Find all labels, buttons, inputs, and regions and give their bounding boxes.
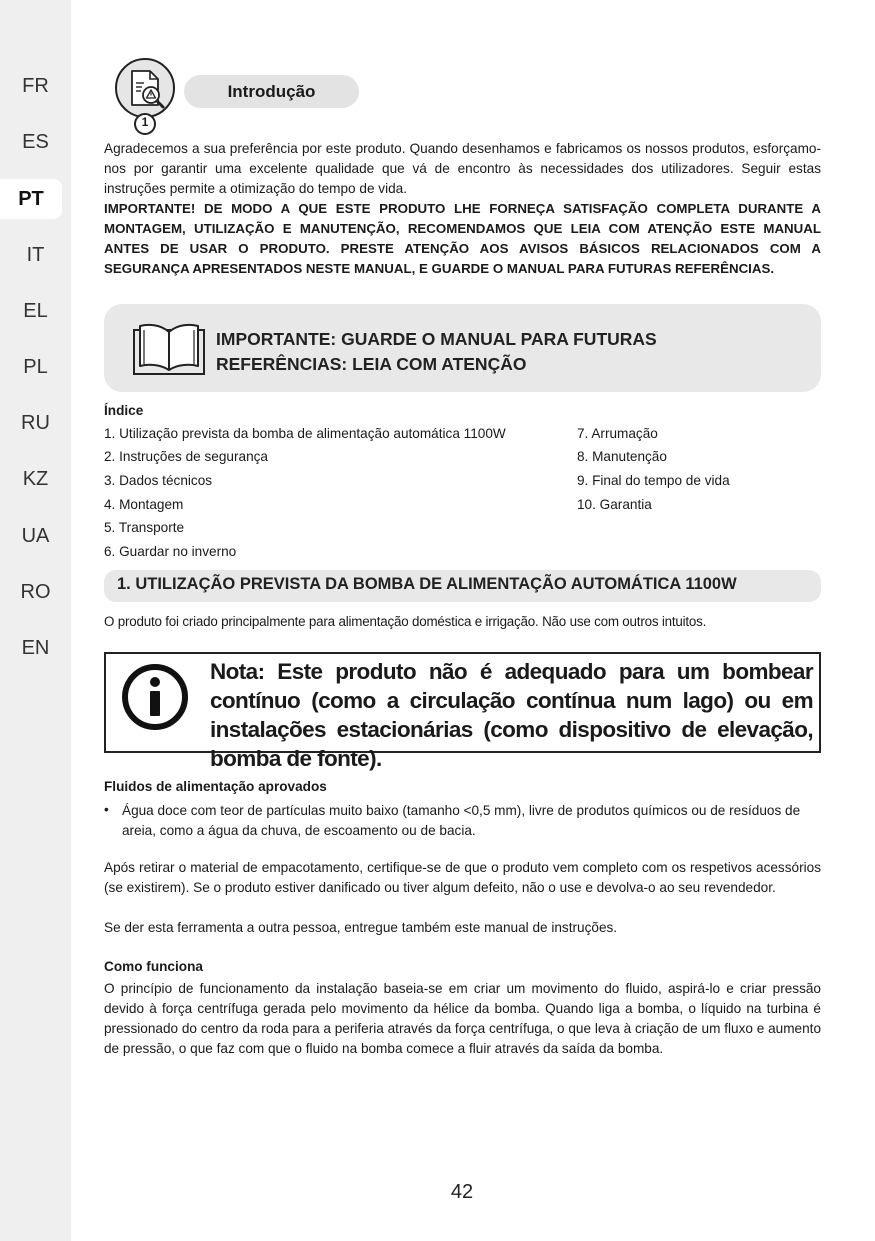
important-line-2: REFERÊNCIAS: LEIA COM ATENÇÃO [216, 354, 527, 374]
index-item[interactable]: 1. Utilização prevista da bomba de alimentação automática 1100W [104, 426, 506, 441]
step-number: 1 [141, 115, 149, 129]
lang-tab-es[interactable]: ES [22, 131, 49, 153]
index-item[interactable]: 10. Garantia [577, 497, 652, 512]
index-item[interactable]: 4. Montagem [104, 497, 184, 512]
index-item[interactable]: 5. Transporte [104, 520, 185, 535]
index-item[interactable]: 8. Manutenção [577, 449, 667, 464]
bullet-marker: • [104, 802, 109, 817]
index-title: Índice [104, 403, 144, 418]
important-notice-text [216, 327, 816, 377]
index-item[interactable]: 2. Instruções de segurança [104, 449, 268, 464]
lang-tab-en[interactable]: EN [21, 637, 50, 659]
lang-tab-pt[interactable]: PT [0, 179, 62, 219]
how-it-works-paragraph: O princípio de funcionamento da instalação baseia-se em criar um movimento do fluido, aspirá-lo e criar pressão devido à força centrífuga gerada pelo movimento da hélice da bomba. Quando liga a bomba, o líquido na turbina é pressionado do centro da roda para a periferia através da força centrífuga, o que leva à criação de um fluxo e aumento de pressão, o que faz com que o fluido na bomba comece a fluir através da saída da bomba. [104, 981, 821, 1056]
lang-tab-it[interactable]: IT [26, 244, 45, 266]
page-number: 42 [450, 1181, 474, 1203]
open-book-icon [132, 320, 206, 376]
lang-tab-ua[interactable]: UA [21, 525, 50, 547]
note-text: Nota: Este produto não é adequado para um bombear contínuo (como a circulação contínua num lago) ou em instalações estacionárias (como dispositivo de elevação, bomba de fonte). [210, 659, 813, 771]
lang-tab-fr[interactable]: FR [22, 75, 49, 97]
lang-tab-ru[interactable]: RU [21, 412, 50, 434]
how-it-works-heading: Como funciona [104, 959, 203, 974]
index-item[interactable]: 7. Arrumação [577, 426, 658, 441]
info-icon [120, 662, 190, 732]
section-1-title: 1. UTILIZAÇÃO PREVISTA DA BOMBA DE ALIMENTAÇÃO AUTOMÁTICA 1100W [117, 575, 737, 593]
lang-tab-kz[interactable]: KZ [22, 468, 49, 490]
handover-paragraph: Se der esta ferramenta a outra pessoa, entregue também este manual de instruções. [104, 920, 618, 935]
intro-warning: IMPORTANTE! DE MODO A QUE ESTE PRODUTO LHE FORNEÇA SATISFAÇÃO COMPLETA DURANTE A MONTAGEM, UTILIZAÇÃO E MANUTENÇÃO, RECOMENDAMOS QUE LEIA COM ATENÇÃO ESTE MANUAL ANTES DE USAR O PRODUTO. PRESTE ATENÇÃO AOS AVISOS BÁSICOS RELACIONADOS COM A SEGURANÇA APRESENTADOS NESTE MANUAL, E GUARDE O MANUAL PARA FUTURAS REFERÊNCIAS. [104, 201, 821, 276]
lang-tab-ro[interactable]: RO [20, 581, 51, 603]
index-item[interactable]: 3. Dados técnicos [104, 473, 213, 488]
intro-paragraph: Agradecemos a sua preferência por este produto. Quando desenhamos e fabricamos os nossos produtos, esforçamo-nos por garantir uma excelente qualidade que vá de encontro às necessidades dos utilizadores. Seguir estas instruções permite a otimização do tempo de vida. [104, 141, 821, 196]
index-item[interactable]: 6. Guardar no inverno [104, 544, 237, 559]
fluids-bullet-item: Água doce com teor de partículas muito baixo (tamanho <0,5 mm), livre de produtos químicos ou de resíduos de areia, como a água da chuva, de escoamento ou de bacia. [122, 803, 801, 838]
lang-tab-pl[interactable]: PL [23, 356, 48, 378]
unpack-paragraph: Após retirar o material de empacotamento, certifique-se de que o produto vem completo com os respetivos acessórios (se existirem). Se o produto estiver danificado ou tiver algum defeito, não o use e devolva-o ao seu revendedor. [104, 860, 821, 895]
lang-tab-el[interactable]: EL [23, 300, 48, 322]
important-line-1: IMPORTANTE: GUARDE O MANUAL PARA FUTURAS [216, 329, 657, 349]
intro-title: Introdução [184, 75, 359, 108]
language-sidebar [0, 0, 71, 1241]
section-1-intro: O produto foi criado principalmente para alimentação doméstica e irrigação. Não use com outros intuitos. [104, 614, 707, 629]
index-item[interactable]: 9. Final do tempo de vida [577, 473, 730, 488]
fluids-heading: Fluidos de alimentação aprovados [104, 779, 327, 794]
